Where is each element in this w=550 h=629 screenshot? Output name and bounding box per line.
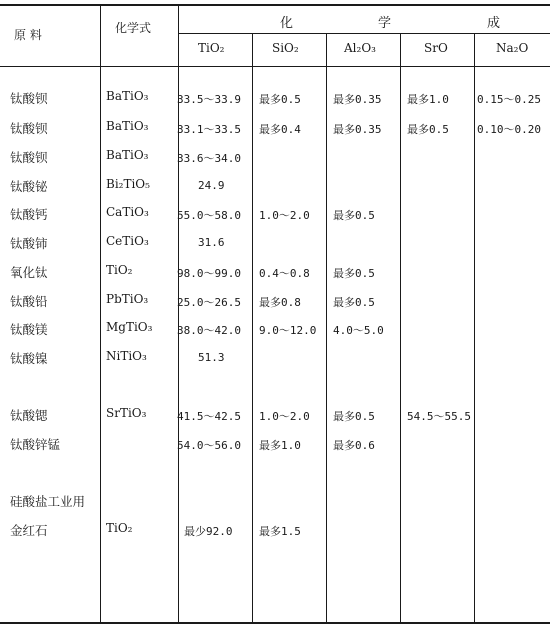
composition-value: 最多0.35: [333, 93, 382, 106]
header-formula: 化学式: [115, 21, 152, 35]
material-name: 钛酸锶: [10, 408, 48, 423]
composition-value: 33.1～33.5: [177, 123, 241, 136]
composition-value: 最多0.4: [259, 123, 301, 136]
chemical-formula: CeTiO₃: [106, 234, 149, 248]
chemical-formula: BaTiO₃: [106, 148, 149, 162]
composition-value: 最多0.5: [333, 267, 375, 280]
col-divider-6: [474, 34, 475, 622]
material-name: 钛酸镁: [10, 322, 48, 337]
col-divider-4: [326, 34, 327, 622]
material-name: 钛酸铅: [10, 294, 48, 309]
col-header-na2o: Na₂O: [496, 41, 529, 55]
material-name: 钛酸铋: [10, 179, 48, 194]
composition-value: 最多1.5: [259, 525, 301, 538]
chemical-formula: BaTiO₃: [106, 89, 149, 103]
material-name: 氧化钛: [10, 265, 48, 280]
header-group-char-1: 化: [280, 16, 294, 31]
col-header-al2o3: Al₂O₃: [344, 41, 376, 55]
composition-value: 最多0.5: [333, 296, 375, 309]
composition-value: 最多0.5: [333, 209, 375, 222]
chemical-formula: TiO₂: [106, 521, 133, 535]
composition-value: 33.6～34.0: [177, 152, 241, 165]
material-name: 钛酸钡: [10, 150, 48, 165]
composition-value: 4.0～5.0: [333, 324, 384, 337]
composition-value: 最多0.5: [333, 410, 375, 423]
col-header-sio2: SiO₂: [272, 41, 299, 55]
composition-value: 55.0～58.0: [177, 209, 241, 222]
material-name: 钛酸钙: [10, 207, 48, 222]
group-rule: [178, 33, 550, 34]
composition-value: 0.15～0.25: [477, 93, 541, 106]
composition-value: 最多1.0: [259, 439, 301, 452]
composition-value: 98.0～99.0: [177, 267, 241, 280]
chemical-formula: TiO₂: [106, 263, 133, 277]
composition-value: 最多1.0: [407, 93, 449, 106]
composition-value: 54.0～56.0: [177, 439, 241, 452]
top-rule: [0, 4, 550, 6]
header-group-char-3: 成: [487, 16, 501, 31]
col-header-sro: SrO: [424, 41, 448, 55]
chemical-formula: CaTiO₃: [106, 205, 149, 219]
col-divider-1: [100, 5, 101, 622]
composition-value: 最多0.5: [407, 123, 449, 136]
composition-value: 最多0.35: [333, 123, 382, 136]
composition-value: 1.0～2.0: [259, 410, 310, 423]
material-name: 硅酸盐工业用: [10, 494, 86, 509]
composition-value: 最少92.0: [184, 525, 233, 538]
composition-value: 最多0.5: [259, 93, 301, 106]
material-name: 钛酸锌锰: [10, 437, 61, 452]
material-name: 钛酸铈: [10, 236, 48, 251]
bottom-rule: [0, 622, 550, 624]
material-name: 金红石: [10, 523, 48, 538]
composition-value: 54.5～55.5: [407, 410, 471, 423]
composition-value: 41.5～42.5: [177, 410, 241, 423]
chemical-formula: NiTiO₃: [106, 349, 147, 363]
composition-value: 51.3: [198, 351, 225, 364]
col-divider-5: [400, 34, 401, 622]
composition-value: 24.9: [198, 179, 225, 192]
material-name: 钛酸钡: [10, 121, 48, 136]
composition-value: 31.6: [198, 236, 225, 249]
chemical-formula: PbTiO₃: [106, 292, 149, 306]
chemical-formula: SrTiO₃: [106, 406, 147, 420]
header-material: 原 料: [14, 28, 42, 42]
header-group-char-2: 学: [378, 16, 392, 31]
chemical-formula: MgTiO₃: [106, 320, 153, 334]
composition-value: 0.4～0.8: [259, 267, 310, 280]
header-bottom-rule: [0, 66, 550, 67]
composition-value: 9.0～12.0: [259, 324, 317, 337]
material-name: 钛酸钡: [10, 91, 48, 106]
chemical-formula: BaTiO₃: [106, 119, 149, 133]
composition-value: 1.0～2.0: [259, 209, 310, 222]
col-header-tio2: TiO₂: [198, 41, 225, 55]
composition-value: 0.10～0.20: [477, 123, 541, 136]
chemical-formula: Bi₂TiO₅: [106, 177, 150, 191]
composition-value: 最多0.8: [259, 296, 301, 309]
composition-value: 38.0～42.0: [177, 324, 241, 337]
col-divider-3: [252, 34, 253, 622]
composition-value: 33.5～33.9: [177, 93, 241, 106]
composition-value: 25.0～26.5: [177, 296, 241, 309]
material-name: 钛酸镍: [10, 351, 48, 366]
composition-value: 最多0.6: [333, 439, 375, 452]
